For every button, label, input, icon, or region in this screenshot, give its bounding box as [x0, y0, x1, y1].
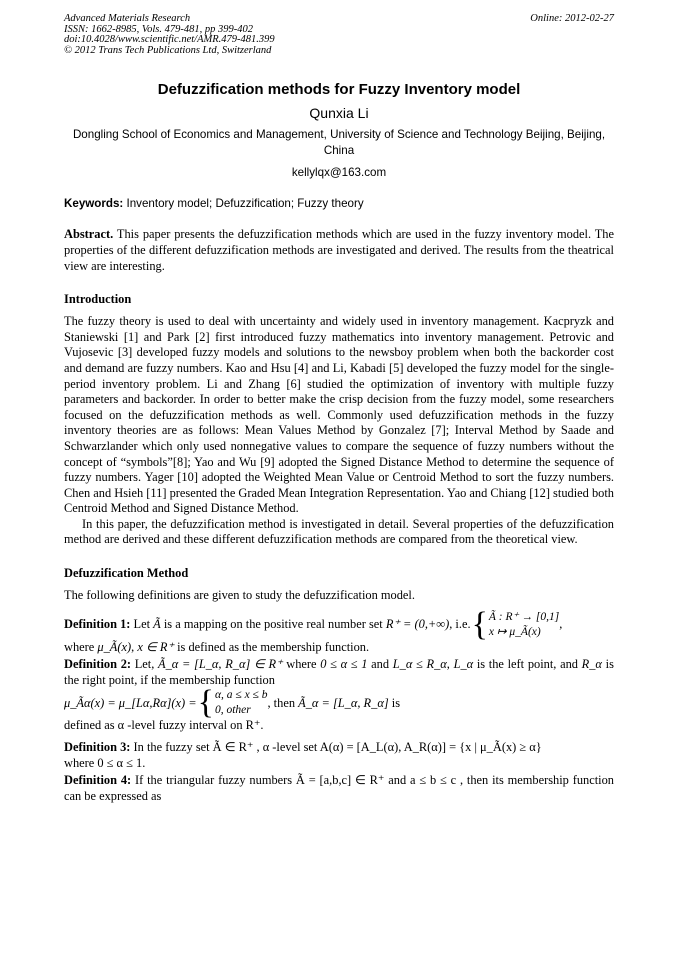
def1-text-c: , i.e. — [449, 616, 471, 631]
def3-label: Definition 3: — [64, 740, 131, 755]
def2-text-g: , then — [267, 695, 296, 710]
def1-tail-c: is defined as the membership function. — [177, 639, 370, 654]
section-heading-method: Defuzzification Method — [64, 566, 189, 581]
def4-label: Definition 4: — [64, 773, 132, 788]
intro-paragraph-1: The fuzzy theory is used to deal with uncertainty and widely used in inventory management. Kacpryzk and Staniewski [1] and Park [2] first introduced fuzzy mathematics into inventory management. Petrovic and Vujosevic [3] developed fuzzy models and solutions to the newsboy problem when both the backorder cost and demand are fuzzy numbers. Kao and Hsu [4] and Li, Kabadi [5] developed the fuzzy model for the single-period inventory problem. Li and Zhang [6] studied the optimization of inventory with multiple fuzzy parameters and backorder. In order to better make the crisp decision from the fuzzy model, some researchers focused on the defuzzification methods as well. Commonly used defuzzification methods in the fuzzy inventory theories are as follows: Mean Values Method by Gonzalez [7]; Interval Method by Saade and Schwarzlander which only used nonnegative values to compare the sequence of fuzzy numbers without the concept of “symbols”[8]; Yao and Wu [9] adopted the Signed Distance Method to determine the sequence of fuzzy numbers. Yager [10] adopted the Weighted Mean Value or Centroid Method to sort the fuzzy numbers. Chen and Hsieh [11] presented the Graded Mean Integration Representation. Yao and Chiang [12] studied both Centroid Method and Signed Distance Method. — [64, 314, 614, 516]
def3-text: In the fuzzy set Ã ∈ R⁺ , α -level set A(α) = [A_L(α), A_R(α)] = {x | μ_Ã(x) ≥ α} — [133, 740, 542, 755]
definition-1: Definition 1: Let Ã is a mapping on the positive real number set R⁺ = (0,+∞), i.e. { Ã : R⁺ → [0,1] x ↦ μ_Ã(x) , — [64, 605, 563, 643]
def2-interval: Ã_α = [L_α, R_α] ∈ R⁺ — [158, 657, 283, 672]
abstract — [64, 227, 614, 274]
def1-cases — [489, 610, 559, 640]
keywords-text: Inventory model; Defuzzification; Fuzzy theory — [126, 197, 364, 211]
affiliation: Dongling School of Economics and Management, University of Science and Technology Beijing, Beijing, China — [72, 128, 606, 158]
author-email[interactable]: kellylqx@163.com — [291, 166, 387, 180]
definition-4 — [64, 773, 614, 804]
issn-line: ISSN: 1662-8985, Vols. 479-481, pp 399-402 — [64, 23, 253, 35]
def1-tail-b: , — [131, 639, 135, 654]
def2-cond2: L_α ≤ R_α — [392, 657, 447, 672]
def2-text-e: is the left point, and — [476, 657, 578, 672]
def2-text-d: , — [446, 657, 450, 672]
def2-result: Ã_α = [L_α, R_α] — [298, 695, 389, 710]
def2-case-2: 0, other — [214, 704, 251, 717]
journal-name: Advanced Materials Research — [64, 13, 191, 24]
def2-case-1: α, a ≤ x ≤ b — [214, 689, 268, 702]
def2-text-b: where — [286, 657, 317, 672]
method-lead: The following definitions are given to study the defuzzification model. — [64, 588, 415, 603]
abstract-text: This paper presents the defuzzification methods which are used in the fuzzy inventory model. The properties of the different defuzzification methods are investigated and derived. The results from the theatrical view are interesting. — [64, 227, 614, 273]
def1-text-a: Let — [133, 616, 151, 631]
def2-text-c: and — [371, 657, 390, 672]
online-date: Online: 2012-02-27 — [530, 13, 614, 24]
def1-case-1: Ã : R⁺ → [0,1] — [488, 610, 560, 623]
def2-la: L_α — [453, 657, 474, 672]
keywords-label: Keywords: — [64, 197, 124, 211]
def2-ra: R_α — [581, 657, 602, 672]
intro-paragraph-2: In this paper, the defuzzification method is investigated in detail. Several properties of the defuzzification method are derived and these different defuzzification methods are compared from the theoretical view. — [64, 516, 614, 547]
def2-label: Definition 2: — [64, 657, 132, 672]
def1-tail-a: where — [64, 639, 95, 654]
def2-brace: { — [197, 684, 214, 722]
definition-3 — [64, 740, 614, 756]
paper-title: Defuzzification methods for Fuzzy Inventory model — [157, 81, 521, 99]
def2-text-f: is the right point, if the membership function — [64, 657, 614, 687]
def1-tail-x: x ∈ R⁺ — [137, 639, 174, 654]
def4-text: If the triangular fuzzy numbers Ã = [a,b,c] ∈ R⁺ and a ≤ b ≤ c , then its membership function can be expressed as — [64, 773, 614, 803]
section-heading-introduction: Introduction — [64, 292, 132, 307]
running-header — [64, 14, 614, 56]
def1-set: R⁺ = (0,+∞) — [385, 616, 450, 631]
doi-line: doi:10.4028/www.scientific.net/AMR.479-481.399 — [64, 34, 275, 46]
def2-cases — [215, 688, 268, 718]
def1-symbol: Ã — [153, 616, 161, 631]
definition-3-tail: where 0 ≤ α ≤ 1. — [64, 755, 146, 770]
keywords — [64, 197, 614, 210]
def1-text-b: is a mapping on the positive real number set — [163, 616, 383, 631]
def1-brace: { — [471, 605, 488, 643]
copyright-line: © 2012 Trans Tech Publications Ltd, Switzerland — [64, 44, 272, 56]
definition-2-tail: defined as α -level fuzzy interval on R⁺. — [64, 718, 264, 733]
def1-case-2: x ↦ μ_Ã(x) — [488, 625, 541, 638]
def1-label: Definition 1: — [64, 616, 131, 631]
def2-text-h: is — [391, 695, 401, 710]
def2-mu: μ_Ãα(x) = μ_[Lα,Rα](x) = — [64, 695, 197, 710]
definition-2 — [64, 657, 614, 688]
def2-text-a: Let, — [134, 657, 155, 672]
author-name: Qunxia Li — [309, 105, 369, 122]
def2-cond: 0 ≤ α ≤ 1 — [320, 657, 368, 672]
def1-tail-mu: μ_Ã(x) — [97, 639, 132, 654]
definition-1-tail — [64, 640, 614, 656]
page — [64, 14, 614, 804]
abstract-label: Abstract. — [64, 227, 114, 242]
definition-2-formula — [64, 684, 614, 722]
